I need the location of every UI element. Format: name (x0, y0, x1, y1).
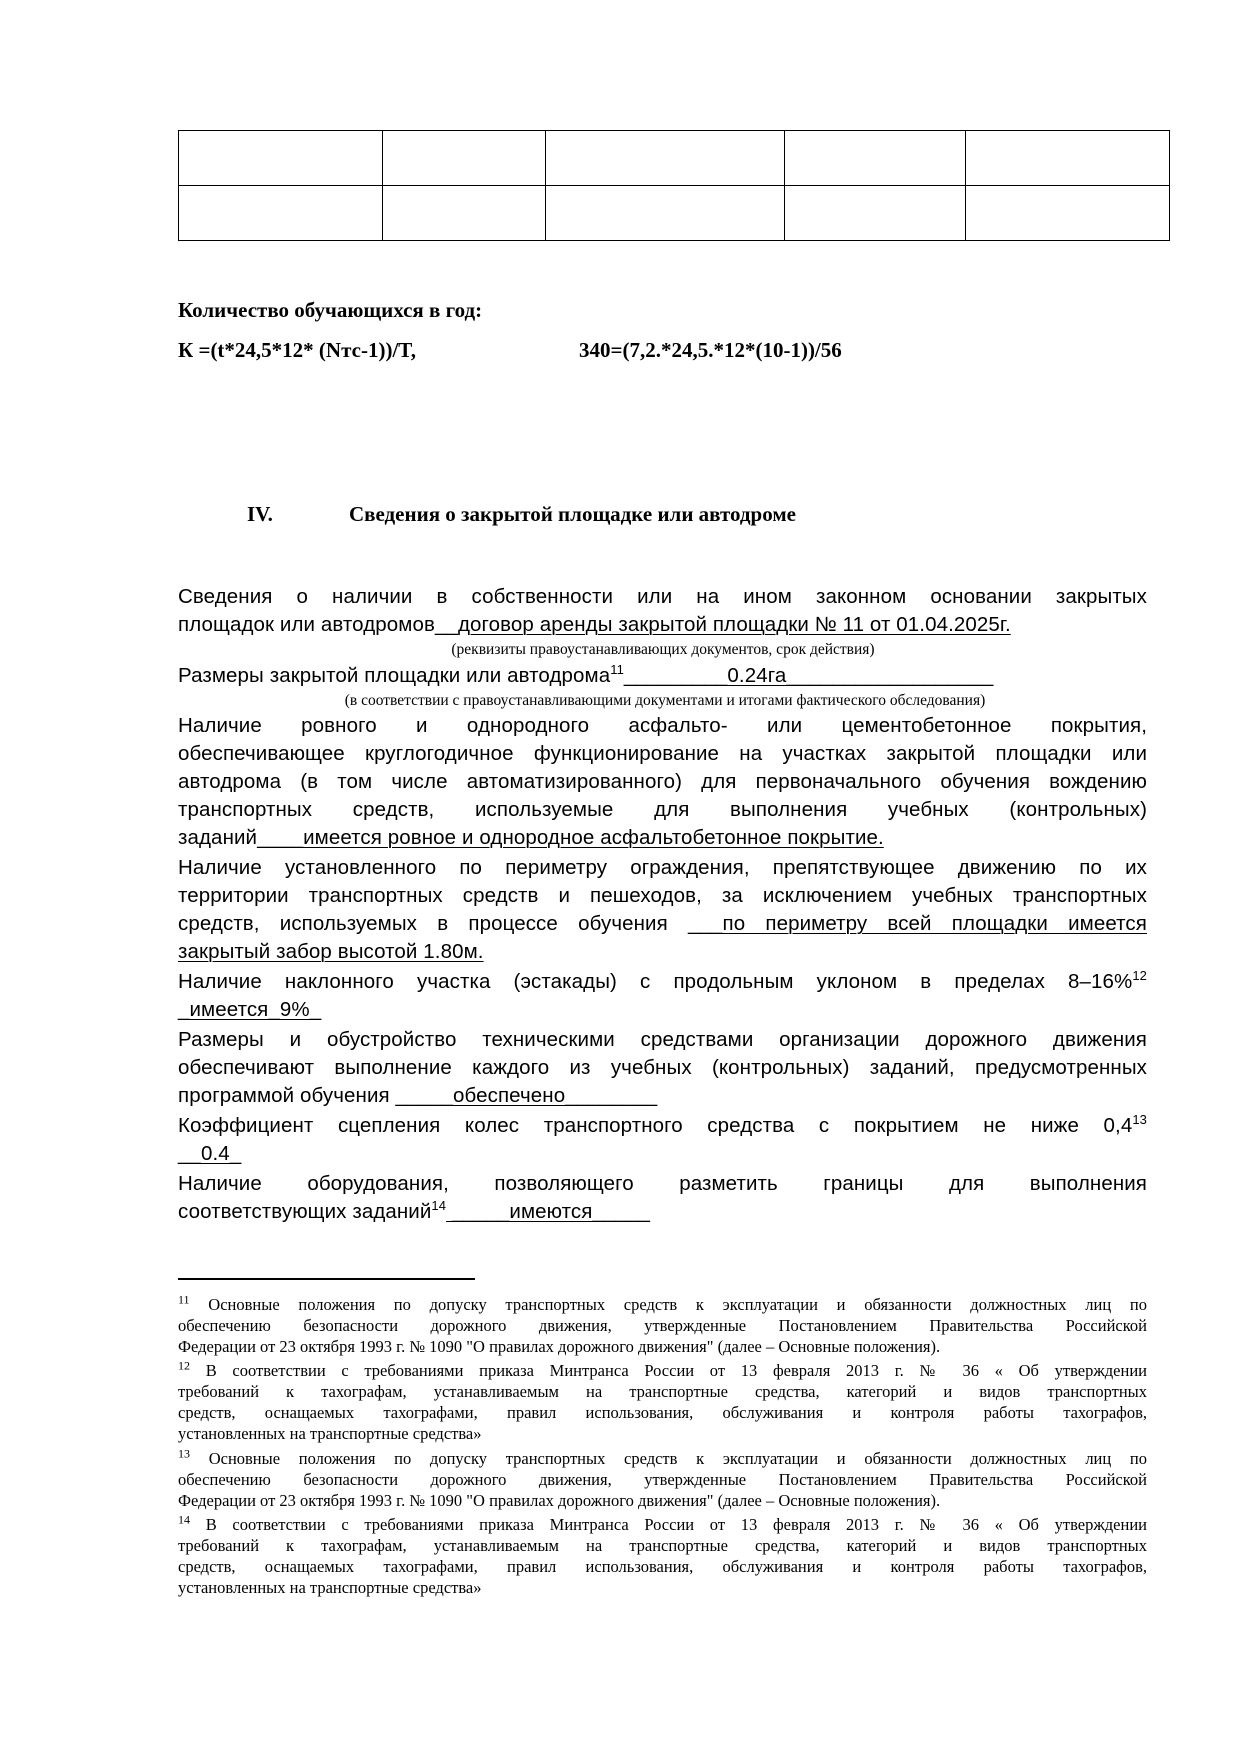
students-heading: Количество обучающихся в год: (178, 298, 483, 322)
table-cell (785, 186, 966, 241)
p4-line3 (178, 910, 1147, 938)
section-title: Сведения о закрытой площадке или автодроме (349, 502, 796, 526)
footnote-separator (178, 1278, 475, 1280)
p3-line5 (178, 824, 1147, 852)
p4-value-cont: закрытый забор высотой 1.80м. (178, 940, 484, 963)
p5-footnote-ref[interactable]: 12 (1132, 968, 1147, 984)
students-formula: К =(t*24,5*12* (Nтс-1))/T, (178, 338, 416, 362)
p7-value: __0.4_ (178, 1142, 242, 1165)
p3-value: ____имеется ровное и однородное асфальтобетонное покрытие. (257, 826, 884, 849)
p7-line1 (178, 1112, 1147, 1140)
p1-line1: Сведения о наличии в собственности или на ином законном основании закрытых (178, 585, 1147, 608)
p7-text: Коэффициент сцепления колес транспортного средства с покрытием не ниже 0,4 (178, 1114, 1133, 1137)
footnote-12-line3: средств, оснащаемых тахографами, правил использования, обслуживания и контроля работы тахографов, (178, 1403, 1147, 1422)
p1-caption: (реквизиты правоустанавливающих документов, срок действия) (451, 641, 875, 658)
p8-line1: Наличие оборудования, позволяющего разметить границы для выполнения (178, 1172, 1147, 1195)
p7-footnote-ref[interactable]: 13 (1132, 1112, 1147, 1128)
p3-line1: Наличие ровного и однородного асфальто- или цементобетонное покрытия, (178, 714, 1147, 737)
table-cell (546, 186, 785, 241)
p8-footnote-ref[interactable]: 14 (431, 1198, 447, 1214)
footnote-13-line3: Федерации от 23 октября 1993 г. № 1090 "О правилах дорожного движения" (далее – Основные положения). (178, 1491, 941, 1510)
footnote-14-line2: требований к тахографам, устанавливаемым на транспортные средства, категорий и видов транспортных (178, 1536, 1147, 1555)
footnote-12-line4: установленных на транспортные средства» (178, 1424, 482, 1443)
p5-text: Наличие наклонного участка (эстакады) с продольным уклоном в пределах 8–16% (178, 970, 1133, 993)
footnote-text: Основные положения по допуску транспортных средств к эксплуатации и обязанности должностных лиц по (190, 1449, 1147, 1468)
footnote-14-line4: установленных на транспортные средства» (178, 1578, 482, 1597)
p4-value: ___по периметру всей площадки имеется (687, 912, 1147, 935)
p2-prefix: Размеры закрытой площадки или автодрома (178, 664, 611, 687)
p8-value: _____имеются_____ (446, 1200, 650, 1223)
p6-value: _____обеспечено________ (395, 1084, 658, 1107)
table-cell (179, 131, 383, 186)
p6-line1: Размеры и обустройство техническими средствами организации дорожного движения (178, 1028, 1147, 1051)
p4-line3-prefix: средств, используемых в процессе обучения (178, 912, 688, 935)
p4-line2: территории транспортных средств и пешеходов, за исключением учебных транспортных (178, 884, 1147, 907)
p2-line (178, 662, 1147, 690)
p6-line3-prefix: программой обучения (178, 1084, 396, 1107)
footnote-13-line1 (178, 1448, 1147, 1469)
p3-line3: автодрома (в том числе автоматизированного) для первоначального обучения вождению (178, 770, 1147, 793)
footnote-11-number: 11 (178, 1292, 190, 1307)
footnote-11-line3: Федерации от 23 октября 1993 г. № 1090 "О правилах дорожного движения" (далее – Основные положения). (178, 1337, 941, 1356)
table-cell (179, 186, 383, 241)
footnote-14-line1 (178, 1514, 1147, 1535)
footnote-12-number: 12 (178, 1358, 190, 1373)
table-cell (785, 131, 966, 186)
table-cell (383, 186, 546, 241)
table-cell (546, 131, 785, 186)
p8-line2 (178, 1198, 1147, 1226)
p8-line2-prefix: соответствующих заданий (178, 1200, 432, 1223)
p6-line2: обеспечивают выполнение каждого из учебных (контрольных) заданий, предусмотренных (178, 1056, 1147, 1079)
p4-line4 (178, 938, 1147, 966)
footnote-14-line3: средств, оснащаемых тахографами, правил использования, обслуживания и контроля работы тахографов, (178, 1557, 1147, 1576)
p2-footnote-ref[interactable]: 11 (610, 662, 624, 678)
footnote-11-line1 (178, 1294, 1147, 1315)
footnote-12-line2: требований к тахографам, устанавливаемым на транспортные средства, категорий и видов транспортных (178, 1382, 1147, 1401)
section-number: IV. (247, 502, 273, 526)
footnote-11-line2: обеспечению безопасности дорожного движения, утвержденные Постановлением Правительства Российской (178, 1316, 1147, 1335)
table-row (179, 131, 1170, 186)
p3-line4: транспортных средств, используемые для выполнения учебных (контрольных) (178, 798, 1147, 821)
footnote-text: Основные положения по допуску транспортных средств к эксплуатации и обязанности должностных лиц по (189, 1295, 1147, 1314)
p2-caption: (в соответствии с правоустанавливающими документами и итогами фактического обследования) (344, 692, 986, 709)
p3-line2: обеспечивающее круглогодичное функционирование на участках закрытой площадки или (178, 742, 1147, 765)
p6-line3 (178, 1082, 1147, 1110)
p5-value: _имеется_9%_ (178, 998, 322, 1021)
empty-table (178, 130, 1170, 241)
p1-value: __договор аренды закрытой площадки № 11 от 01.04.2025г. (434, 613, 1011, 636)
p1-line2-prefix: площадок или автодромов (178, 613, 435, 636)
footnote-text: В соответствии с требованиями приказа Минтранса России от 13 февраля 2013 г. № 36 « Об утверждении (190, 1361, 1147, 1380)
p2-value: _________0.24га__________________ (623, 664, 994, 687)
p5-line2 (178, 996, 1147, 1024)
table-cell (383, 131, 546, 186)
table-cell (966, 186, 1170, 241)
table-row (179, 186, 1170, 241)
p1-line2 (178, 611, 1147, 639)
footnote-text: В соответствии с требованиями приказа Минтранса России от 13 февраля 2013 г. № 36 « Об утверждении (190, 1515, 1147, 1534)
table-cell (966, 131, 1170, 186)
footnote-12-line1 (178, 1360, 1147, 1381)
footnote-13-number: 13 (178, 1446, 190, 1461)
footnote-14-number: 14 (178, 1512, 190, 1527)
p4-line1: Наличие установленного по периметру ограждения, препятствующее движению по их (178, 856, 1147, 879)
p5-line1 (178, 968, 1147, 996)
p7-line2 (178, 1140, 1147, 1168)
p3-line5-prefix: заданий (178, 826, 258, 849)
students-calculation: 340=(7,2.*24,5.*12*(10-1))/56 (579, 338, 842, 362)
footnote-13-line2: обеспечению безопасности дорожного движения, утвержденные Постановлением Правительства Российской (178, 1470, 1147, 1489)
